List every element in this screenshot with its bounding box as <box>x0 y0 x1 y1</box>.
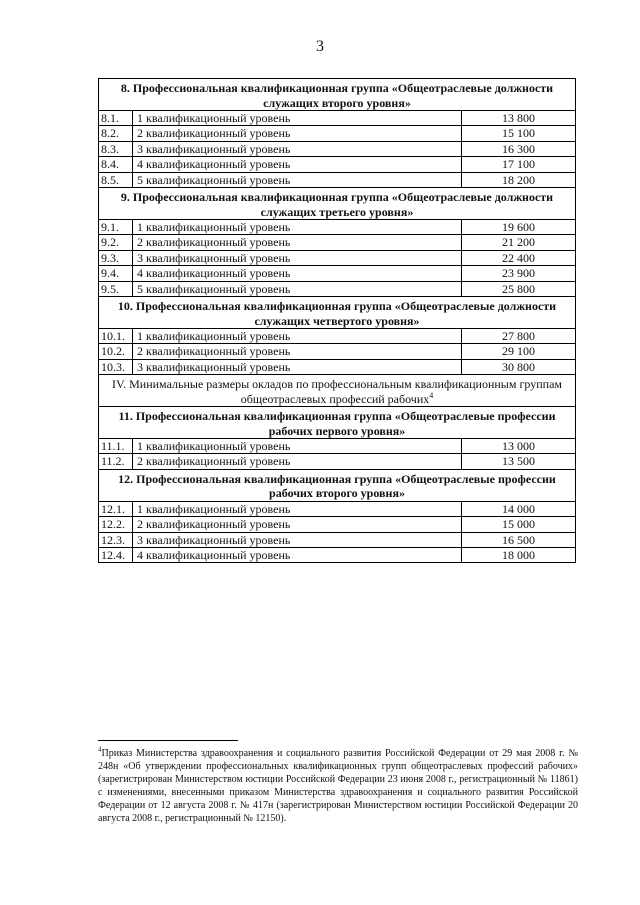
table-row <box>99 344 576 359</box>
table-row <box>99 328 576 343</box>
level-name: 3 квалификационный уровень <box>133 532 462 547</box>
level-code: 9.3. <box>99 250 133 265</box>
group-header-row <box>99 407 576 439</box>
level-name: 1 квалификационный уровень <box>133 111 462 126</box>
group-title <box>99 187 576 219</box>
section-header-row <box>99 375 576 407</box>
level-amount: 25 800 <box>462 281 576 296</box>
footnote-divider <box>98 740 238 741</box>
group-title-text: 10. Профессиональная квалификационная группа «Общеотраслевые должности служащих четвертого уровня» <box>117 299 557 328</box>
table-row <box>99 548 576 563</box>
footnote-text: Приказ Министерства здравоохранения и социального развития Российской Федерации от 29 мая 2008 г. № 248н «Об утверждении профессиональных квалификационных групп общеотраслевых профессий рабочих» (зарегистрирован Министерством юстиции Российской Федерации 23 июня 2008 г., регистрационный № 11861) с изменениями, внесенными приказом Министерства здравоохранения и социального развития Российской Федерации от 12 августа 2008 г. № 417н (зарегистрирован Министерством юстиции Российской Федерации 20 августа 2008 г., регистрационный № 12150). <box>98 748 578 824</box>
table-row <box>99 111 576 126</box>
level-code: 9.4. <box>99 266 133 281</box>
level-amount: 30 800 <box>462 359 576 374</box>
level-code: 12.4. <box>99 548 133 563</box>
footnote-mark: 4 <box>98 745 102 754</box>
table-row <box>99 250 576 265</box>
group-title <box>99 79 576 111</box>
level-amount: 19 600 <box>462 219 576 234</box>
level-name: 2 квалификационный уровень <box>133 517 462 532</box>
level-code: 10.3. <box>99 359 133 374</box>
level-amount: 17 100 <box>462 157 576 172</box>
level-name: 2 квалификационный уровень <box>133 126 462 141</box>
level-name: 2 квалификационный уровень <box>133 235 462 250</box>
group-header-row <box>99 79 576 111</box>
level-name: 3 квалификационный уровень <box>133 359 462 374</box>
section-title-text: IV. Минимальные размеры окладов по профессиональным квалификационным группам общеотраслевых профессий рабочих <box>112 377 562 406</box>
table-row <box>99 266 576 281</box>
table-row <box>99 235 576 250</box>
group-title <box>99 296 576 328</box>
level-name: 1 квалификационный уровень <box>133 439 462 454</box>
page-number: 3 <box>316 38 324 55</box>
table-row <box>99 532 576 547</box>
level-name: 5 квалификационный уровень <box>133 281 462 296</box>
table-row <box>99 141 576 156</box>
level-name: 2 квалификационный уровень <box>133 344 462 359</box>
table-row <box>99 454 576 469</box>
level-code: 8.4. <box>99 157 133 172</box>
group-title-text: 11. Профессиональная квалификационная группа «Общеотраслевые профессии рабочих первого уровня» <box>118 409 556 438</box>
level-amount: 16 500 <box>462 532 576 547</box>
level-code: 8.2. <box>99 126 133 141</box>
table-row <box>99 219 576 234</box>
level-code: 9.1. <box>99 219 133 234</box>
level-name: 1 квалификационный уровень <box>133 328 462 343</box>
level-code: 11.2. <box>99 454 133 469</box>
level-name: 3 квалификационный уровень <box>133 250 462 265</box>
level-name: 1 квалификационный уровень <box>133 501 462 516</box>
footnote-reference: 4 <box>429 390 434 400</box>
level-amount: 14 000 <box>462 501 576 516</box>
level-amount: 15 000 <box>462 517 576 532</box>
level-name: 4 квалификационный уровень <box>133 157 462 172</box>
table-row <box>99 439 576 454</box>
group-title <box>99 407 576 439</box>
level-code: 9.2. <box>99 235 133 250</box>
table-row <box>99 281 576 296</box>
group-title-text: 12. Профессиональная квалификационная группа «Общеотраслевые профессии рабочих второго уровня» <box>118 472 556 501</box>
level-amount: 27 800 <box>462 328 576 343</box>
level-code: 8.3. <box>99 141 133 156</box>
level-code: 11.1. <box>99 439 133 454</box>
level-code: 10.1. <box>99 328 133 343</box>
group-header-row <box>99 296 576 328</box>
group-header-row <box>99 469 576 501</box>
table-row <box>99 359 576 374</box>
level-amount: 13 500 <box>462 454 576 469</box>
salary-table-body <box>99 79 576 563</box>
group-header-row <box>99 187 576 219</box>
level-code: 12.3. <box>99 532 133 547</box>
level-code: 8.5. <box>99 172 133 187</box>
group-title-text: 9. Профессиональная квалификационная группа «Общеотраслевые должности служащих третьего уровня» <box>120 190 554 219</box>
level-code: 9.5. <box>99 281 133 296</box>
level-amount: 15 100 <box>462 126 576 141</box>
table-row <box>99 172 576 187</box>
footnote <box>98 747 578 825</box>
section-title <box>99 375 576 407</box>
level-name: 4 квалификационный уровень <box>133 548 462 563</box>
level-name: 3 квалификационный уровень <box>133 141 462 156</box>
level-amount: 18 200 <box>462 172 576 187</box>
table-row <box>99 126 576 141</box>
level-amount: 13 000 <box>462 439 576 454</box>
level-amount: 13 800 <box>462 111 576 126</box>
table-row <box>99 157 576 172</box>
group-title <box>99 469 576 501</box>
level-name: 5 квалификационный уровень <box>133 172 462 187</box>
level-code: 10.2. <box>99 344 133 359</box>
table-row <box>99 501 576 516</box>
level-amount: 21 200 <box>462 235 576 250</box>
level-name: 4 квалификационный уровень <box>133 266 462 281</box>
table-row <box>99 517 576 532</box>
level-name: 1 квалификационный уровень <box>133 219 462 234</box>
level-name: 2 квалификационный уровень <box>133 454 462 469</box>
level-amount: 29 100 <box>462 344 576 359</box>
level-code: 12.2. <box>99 517 133 532</box>
level-code: 12.1. <box>99 501 133 516</box>
level-amount: 23 900 <box>462 266 576 281</box>
level-amount: 18 000 <box>462 548 576 563</box>
group-title-text: 8. Профессиональная квалификационная группа «Общеотраслевые должности служащих второго уровня» <box>120 81 554 110</box>
level-code: 8.1. <box>99 111 133 126</box>
level-amount: 22 400 <box>462 250 576 265</box>
salary-table <box>98 78 576 563</box>
level-amount: 16 300 <box>462 141 576 156</box>
